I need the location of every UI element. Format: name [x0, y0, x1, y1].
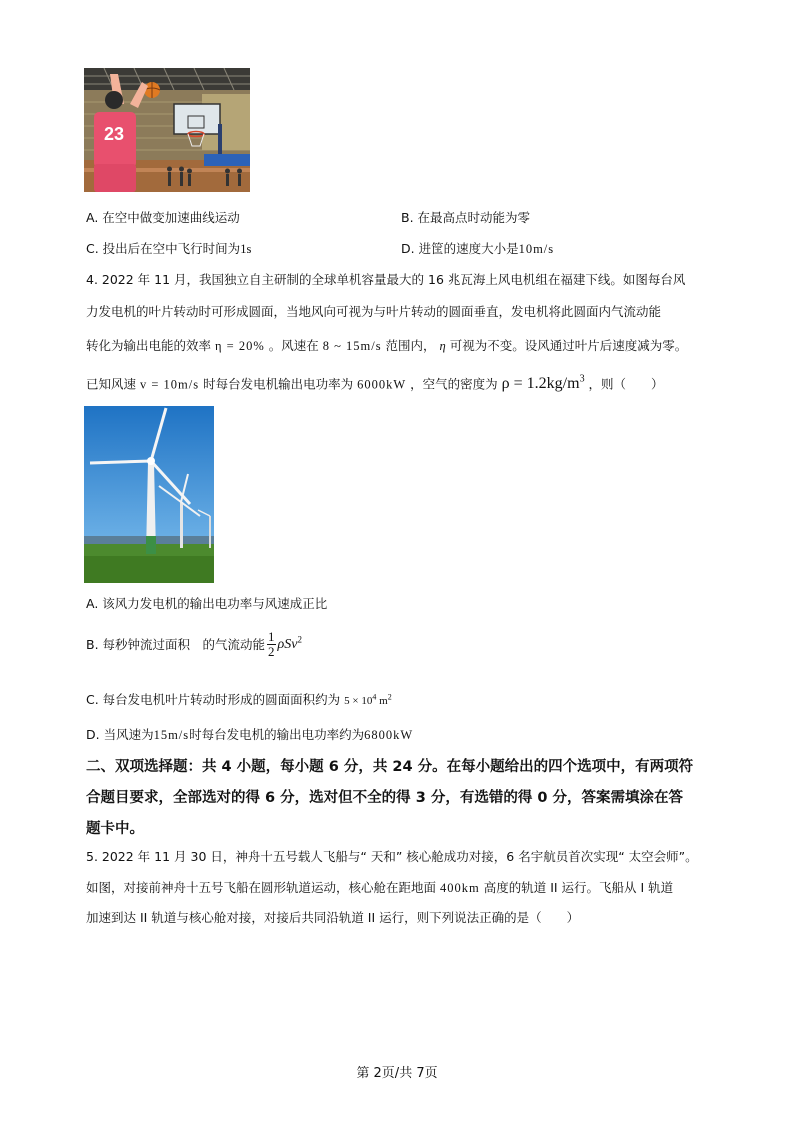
basketball-player-photo [84, 68, 250, 192]
q3-option-b: B. 在最高点时动能为零 [401, 210, 531, 225]
q4-wind-speed: v = 10m/s [140, 377, 200, 392]
q4-option-b-fraction [267, 630, 276, 658]
q4-option-c-value [344, 692, 392, 707]
q4-option-d-speed: 15m/s [153, 728, 190, 742]
q4-option-b-text: B. 每秒钟流过面积 的气流动能 [86, 637, 266, 652]
fraction-denominator: 2 [268, 644, 275, 659]
q5-altitude: 400km [440, 881, 480, 895]
q4-option-c-number: 5 × 10 [344, 695, 373, 707]
q5-line3: 加速到达 II 轨道与核心舱对接，对接后共同沿轨道 II 运行，则下列说法正确的是（ ） [86, 910, 580, 925]
q3-option-d-text: D. 进筐的速度大小是 [401, 241, 519, 256]
q4-power: 6000kW [357, 377, 407, 392]
q4-line3-text-a: 转化为输出电能的效率 [86, 338, 212, 353]
q4-line4-text-c: ，空气的密度为 [410, 376, 498, 392]
q4-option-b-expr-text: ρSv [277, 637, 298, 653]
q5-line2-text-b: 高度的轨道 II 运行。飞船从 I 轨道 [483, 880, 674, 895]
q4-eta-symbol: η [439, 339, 446, 353]
q5-line2-text-a: 如图，对接前神舟十五号飞船在圆形轨道运动，核心舱在距地面 [86, 880, 437, 895]
q4-density-value: ρ = 1.2kg/m [501, 375, 580, 393]
jersey-number: 23 [104, 124, 125, 144]
q4-option-d-power: 6800kW [364, 728, 414, 742]
q4-option-b [86, 630, 302, 658]
q4-density [502, 375, 585, 392]
q4-option-d [86, 725, 413, 743]
q4-eta-value: η = 20% [215, 339, 265, 353]
q4-wind-range: 8 ~ 15m/s [322, 339, 382, 353]
section2-line3: 题卡中。 [86, 821, 144, 837]
q3-option-c-text: C. 投出后在空中飞行时间为 [86, 241, 241, 256]
q4-option-c-text: C. 每台发电机叶片转动时形成的圆面面积约为 [86, 692, 341, 707]
q3-option-c [86, 239, 251, 257]
q4-line4-text-d: ，则（ ） [588, 376, 664, 392]
q4-line1: 4. 2022 年 11 月，我国独立自主研制的全球单机容量最大的 16 兆瓦海上风电机组在福建下线。如图每台风 [86, 272, 686, 287]
q4-option-c-unit-exp: 2 [387, 692, 392, 702]
q4-line3-text-d: 可视为不变。设风通过叶片后速度减为零。 [449, 338, 688, 353]
q4-line2: 力发电机的叶片转动时可形成圆面，当地风向可视为与叶片转动的圆面垂直，发电机将此圆面内气流动能 [86, 304, 662, 319]
section2-line1: 二、双项选择题：共 4 小题，每小题 6 分，共 24 分。在每小题给出的四个选项中，有两项符 [86, 759, 694, 775]
q4-option-c [86, 690, 392, 708]
q5-line2 [86, 878, 673, 896]
q3-option-d [401, 239, 554, 257]
q5-line1: 5. 2022 年 11 月 30 日，神舟十五号载人飞船与“ 天和” 核心舱成功对接，6 名宇航员首次实现“ 太空会师”。 [86, 849, 698, 864]
q4-line4-text-b: 时每台发电机输出电功率为 [203, 376, 354, 392]
q4-option-a: A. 该风力发电机的输出电功率与风速成正比 [86, 596, 328, 611]
q4-density-exp: 3 [579, 374, 585, 385]
q3-option-c-value: 1s [240, 242, 252, 256]
q4-line3-text-b: 。风速在 [268, 338, 319, 353]
q3-option-a: A. 在空中做变加速曲线运动 [86, 210, 240, 225]
section2-line2: 合题目要求，全部选对的得 6 分，选对但不全的得 3 分，有选错的得 0 分，答案需填涂在答 [86, 790, 684, 806]
q4-line4-text-a: 已知风速 [86, 376, 137, 392]
q4-line3-text-c: 范围内， [385, 338, 436, 353]
page-footer: 第 2页/共 7页 [356, 1066, 438, 1081]
q4-option-b-expr [277, 634, 302, 653]
q4-option-d-text-a: D. 当风速为 [86, 727, 154, 742]
q4-option-c-exp: 4 [372, 692, 377, 702]
q4-option-c-unit: m [379, 695, 388, 707]
q4-line4 [86, 374, 664, 393]
wind-turbine-photo [84, 406, 214, 583]
q4-option-d-text-b: 时每台发电机的输出电功率约为 [189, 727, 365, 742]
q4-line3 [86, 336, 687, 354]
fraction-numerator: 1 [268, 629, 275, 644]
q4-option-b-exp: 2 [297, 634, 302, 645]
q3-option-d-value: 10m/s [518, 242, 555, 256]
